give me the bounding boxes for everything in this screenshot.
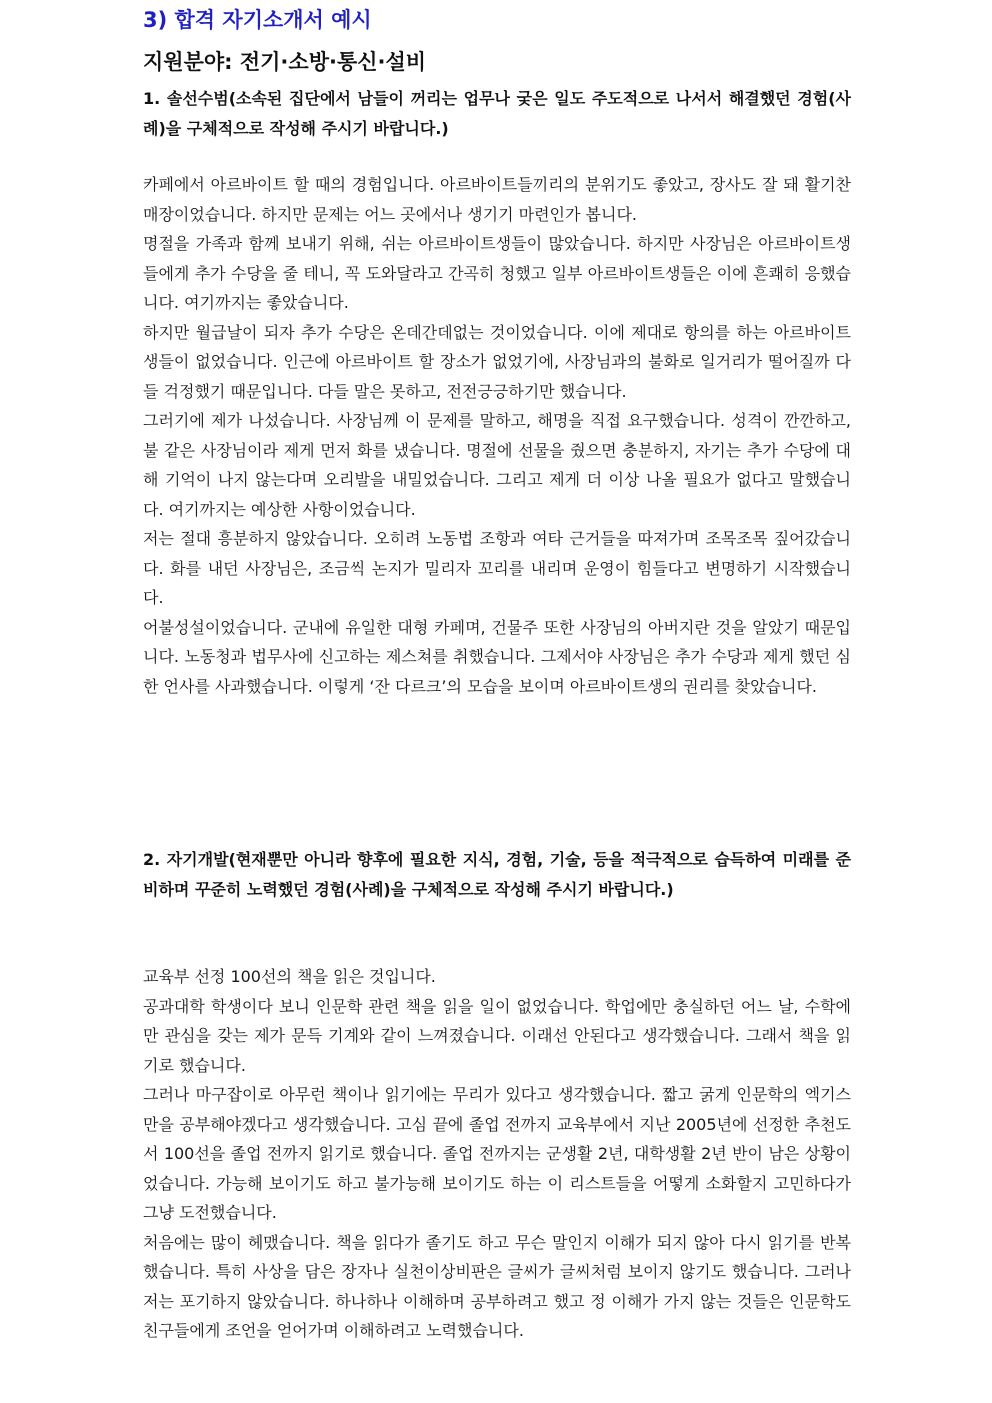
answer-1-paragraph: 하지만 월급날이 되자 추가 수당은 온데간데없는 것이었습니다. 이에 제대로 항의를 하는 아르바이트생들이 없었습니다. 인근에 아르바이트 할 장소가 없었기에, 사장님과의 불화로 일거리가 떨어질까 다들 걱정했기 때문입니다. 다들 말은 못하고, 전전긍긍하기만 했습니다. <box>143 322 851 401</box>
answer-1-paragraph: 어불성설이었습니다. 군내에 유일한 대형 카페며, 건물주 또한 사장님의 아버지란 것을 알았기 때문입니다. 노동청과 법무사에 신고하는 제스쳐를 취했습니다. 그제서야 사장님은 추가 수당과 제게 했던 심한 언사를 사과했습니다. 이렇게 ‘잔 다르크’의 모습을 보이며 아르바이트생의 권리를 찾았습니다. <box>143 617 851 696</box>
field-title: 지원분야: 전기·소방·통신·설비 <box>143 50 427 74</box>
answer-1 <box>143 170 851 701</box>
answer-2 <box>143 962 851 1346</box>
answer-2-paragraph: 공과대학 학생이다 보니 인문학 관련 책을 읽을 일이 없었습니다. 학업에만 충실하던 어느 날, 수학에만 관심을 갖는 제가 문득 기계와 같이 느껴졌습니다. 이래선 안된다고 생각했습니다. 그래서 책을 읽기로 했습니다. <box>143 996 851 1075</box>
answer-1-paragraph: 카페에서 아르바이트 할 때의 경험입니다. 아르바이트들끼리의 분위기도 좋았고, 장사도 잘 돼 활기찬 매장이었습니다. 하지만 문제는 어느 곳에서나 생기기 마련인가 봅니다. <box>143 175 851 224</box>
answer-2-paragraph: 처음에는 많이 헤맸습니다. 책을 읽다가 졸기도 하고 무슨 말인지 이해가 되지 않아 다시 읽기를 반복했습니다. 특히 사상을 담은 장자나 실천이상비판은 글씨가 글씨처럼 보이지 않기도 했습니다. 그러나 저는 포기하지 않았습니다. 하나하나 이해하며 공부하려고 했고 정 이해가 가지 않는 것들은 인문학도 친구들에게 조언을 얻어가며 이해하려고 노력했습니다. <box>143 1232 851 1340</box>
question-2: 2. 자기개발(현재뿐만 아니라 향후에 필요한 지식, 경험, 기술, 등을 적극적으로 습득하여 미래를 준비하며 꾸준히 노력했던 경험(사례)을 구체적으로 작성해 주시기 바랍니다.) <box>143 850 851 899</box>
answer-1-paragraph: 명절을 가족과 함께 보내기 위해, 쉬는 아르바이트생들이 많았습니다. 하지만 사장님은 아르바이트생들에게 추가 수당을 줄 테니, 꼭 도와달라고 간곡히 청했고 일부 아르바이트생들은 이에 흔쾌히 응했습니다. 여기까지는 좋았습니다. <box>143 234 851 312</box>
answer-1-paragraph: 저는 절대 흥분하지 않았습니다. 오히려 노동법 조항과 여타 근거들을 따져가며 조목조목 짚어갔습니다. 화를 내던 사장님은, 조금씩 논지가 밀리자 꼬리를 내리며 운영이 힘들다고 변명하기 시작했습니다. <box>143 529 851 607</box>
answer-2-paragraph: 교육부 선정 100선의 책을 읽은 것입니다. <box>143 967 436 986</box>
question-1: 1. 솔선수범(소속된 집단에서 남들이 꺼리는 업무나 궂은 일도 주도적으로 나서서 해결했던 경험(사례)을 구체적으로 작성해 주시기 바랍니다.) <box>143 89 851 138</box>
section-title: 3) 합격 자기소개서 예시 <box>143 8 372 32</box>
answer-2-paragraph: 그러나 마구잡이로 아무런 책이나 읽기에는 무리가 있다고 생각했습니다. 짧고 굵게 인문학의 엑기스만을 공부해야겠다고 생각했습니다. 고심 끝에 졸업 전까지 교육부에서 지난 2005년에 선정한 추천도서 100선을 졸업 전까지 읽기로 했습니다. 졸업 전까지는 군생활 2년, 대학생활 2년 반이 남은 상황이었습니다. 가능해 보이기도 하고 불가능해 보이기도 하는 이 리스트들을 어떻게 소화할지 고민하다가 그냥 도전했습니다. <box>143 1085 851 1222</box>
answer-1-paragraph: 그러기에 제가 나섰습니다. 사장님께 이 문제를 말하고, 해명을 직접 요구했습니다. 성격이 깐깐하고, 불 같은 사장님이라 제게 먼저 화를 냈습니다. 명절에 선물을 줬으면 충분하지, 자기는 추가 수당에 대해 기억이 나지 않는다며 오리발을 내밀었습니다. 그리고 제게 더 이상 나올 필요가 없다고 말했습니다. 여기까지는 예상한 사항이었습니다. <box>143 411 851 519</box>
